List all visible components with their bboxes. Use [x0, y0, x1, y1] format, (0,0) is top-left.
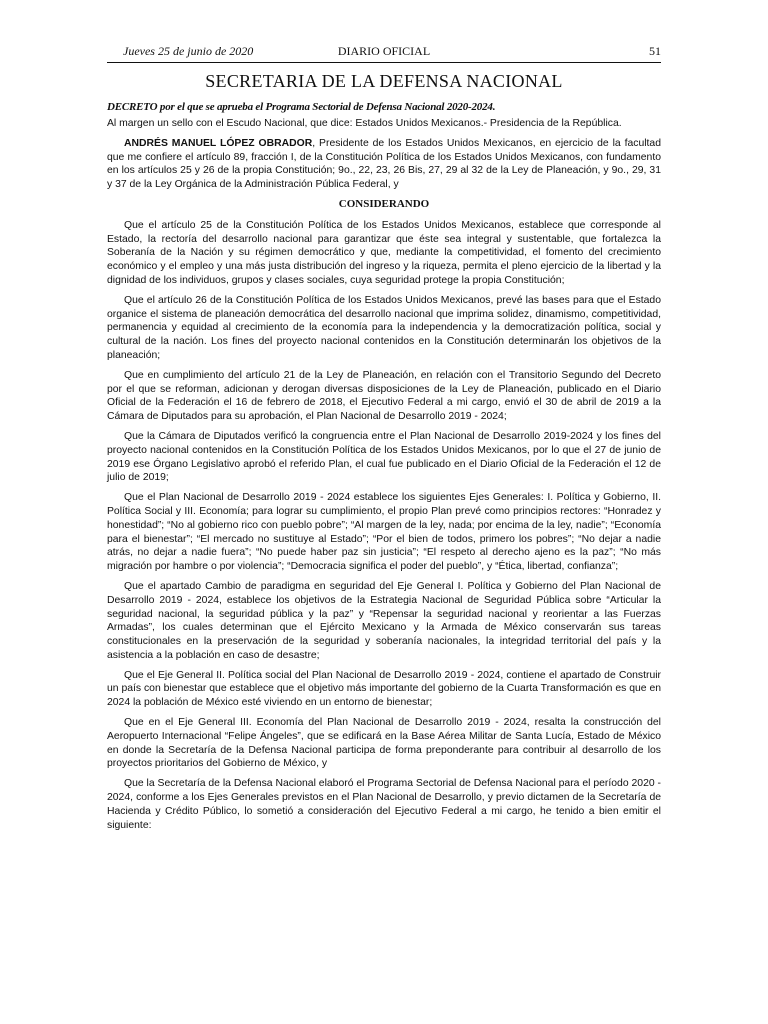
document-body: [107, 117, 661, 832]
considerando-paragraph: Que en cumplimiento del artículo 21 de la Ley de Planeación, en relación con el Transitorio Segundo del Decreto por el que se reforman, adicionan y derogan diversas disposiciones de la Ley de Planeación, publicado en el Diario Oficial de la Federación el 16 de febrero de 2018, el Ejecutivo Federal a mi cargo, envió el 30 de abril de 2019 a la Cámara de Diputados para su aprobación, el Plan Nacional de Desarrollo 2019 - 2024;: [107, 369, 661, 423]
considerando-paragraph: Que la Secretaría de la Defensa Nacional elaboró el Programa Sectorial de Defensa Nacional para el período 2020 - 2024, conforme a los Ejes Generales previstos en el Plan Nacional de Desarrollo, y previo dictamen de la Secretaría de Hacienda y Crédito Público, lo sometió a consideración del Ejecutivo Federal a mi cargo, he tenido a bien emitir el siguiente:: [107, 778, 661, 831]
seal-note: Al margen un sello con el Escudo Nacional, que dice: Estados Unidos Mexicanos.- Presidencia de la República.: [107, 118, 622, 129]
header-page-number: 51: [649, 44, 661, 58]
considerando-paragraph: Que el Eje General II. Política social del Plan Nacional de Desarrollo 2019 - 2024, contiene el apartado de Construir un país con bienestar que establece que el objetivo más importante del gobierno de la Cuarta Transformación es que en 2024 la población de México esté viviendo en un entorno de bienestar;: [107, 669, 661, 709]
header-date: Jueves 25 de junio de 2020: [123, 44, 254, 58]
decree-title: DECRETO por el que se aprueba el Programa Sectorial de Defensa Nacional 2020-2024.: [107, 101, 496, 113]
considerando-paragraph: Que el apartado Cambio de paradigma en seguridad del Eje General I. Política y Gobierno del Plan Nacional de Desarrollo 2019 - 2024, establece los objetivos de la Estrategia Nacional de Seguridad Pública sobre “Articular la seguridad nacional, la seguridad pública y la paz” y “Repensar la seguridad nacional y reorientar a las Fuerzas Armadas”, los cuales determinan que el Ejército Mexicano y la Armada de México conservarán sus tareas constitucionales en la preservación de la seguridad y soberanía nacionales, la integridad territorial del país y la asistencia a la población en caso de desastre;: [107, 580, 661, 661]
page-header: [107, 44, 661, 62]
considerando-paragraph: Que la Cámara de Diputados verificó la congruencia entre el Plan Nacional de Desarrollo 2019-2024 y los fines del proyecto nacional contenidos en la Constitución Política de los Estados Unidos Mexicanos, por lo que el 27 de junio de 2019 ese Órgano Legislativo aprobó el referido Plan, el cual fue publicado en el Diario Oficial de la Federación el 12 de julio de 2019;: [107, 430, 661, 484]
header-rule: [107, 62, 661, 63]
document-page: [107, 44, 661, 838]
president-text: , Presidente de los Estados Unidos Mexicanos, en ejercicio de la facultad que me confiere el artículo 89, fracción I, de la Constitución Política de los Estados Unidos Mexicanos, con fundamento en los artículos 25 y 26 de la propia Constitución; 9o., 22, 23, 26 Bis, 27, 29 al 32 de la Ley de Planeación, y 9o., 29, 31 y 37 de la Ley Orgánica de la Administración Pública Federal, y: [107, 137, 661, 191]
considerando-heading: CONSIDERANDO: [338, 197, 430, 210]
considerando-paragraph: Que el artículo 25 de la Constitución Política de los Estados Unidos Mexicanos, establece que corresponde al Estado, la rectoría del desarrollo nacional para garantizar que éste sea integral y sustentable, que fortalezca la Soberanía de la Nación y su régimen democrático y que, mediante la competitividad, el fomento del crecimiento económico y el empleo y una más justa distribución del ingreso y la riqueza, permita el pleno ejercicio de la libertad y la dignidad de los individuos, grupos y clases sociales, cuya seguridad protege la propia Constitución;: [107, 219, 661, 286]
president-name: ANDRÉS MANUEL LÓPEZ OBRADOR: [124, 137, 313, 149]
considerando-paragraph: Que el Plan Nacional de Desarrollo 2019 - 2024 establece los siguientes Ejes Generales: I. Política y Gobierno, II. Política Social y III. Economía; para lograr su cumplimiento, el propio Plan prevé como principios rectores: “Honradez y honestidad”; “No al gobierno rico con pueblo pobre”; “Al margen de la ley, nada; por encima de la ley, nadie”; “Economía para el bienestar”; “El mercado no sustituye al Estado”; “Por el bien de todos, primero los pobres”; “No dejar a nadie atrás, no dejar a nadie fuera”; “No puede haber paz sin justicia”; “El respeto al derecho ajeno es la paz”; “No más migración por hambre o por violencia”; “Democracia significa el poder del pueblo”, y “Ética, libertad, confianza”;: [107, 492, 661, 573]
considerando-paragraph: Que el artículo 26 de la Constitución Política de los Estados Unidos Mexicanos, prevé las bases para que el Estado organice el sistema de planeación democrática del desarrollo nacional que imprima solidez, dinamismo, competitividad, permanencia y equidad al crecimiento de la economía para la independencia y la democratización política, social y cultural de la nación. Los fines del proyecto nacional contenidos en la Constitución determinarán los objetivos de la planeación;: [107, 294, 661, 361]
section-title: SECRETARIA DE LA DEFENSA NACIONAL: [205, 71, 563, 91]
president-paragraph: [107, 137, 661, 192]
header-journal-name: DIARIO OFICIAL: [337, 44, 431, 58]
considerando-paragraph: Que en el Eje General III. Economía del Plan Nacional de Desarrollo 2019 - 2024, resalta la construcción del Aeropuerto Internacional “Felipe Ángeles”, que se edificará en la Base Aérea Militar de Santa Lucía, Estado de México en donde la Secretaría de la Defensa Nacional participa de forma preponderante para contribuir al desarrollo de los proyectos prioritarios del Gobierno de México, y: [107, 717, 661, 770]
